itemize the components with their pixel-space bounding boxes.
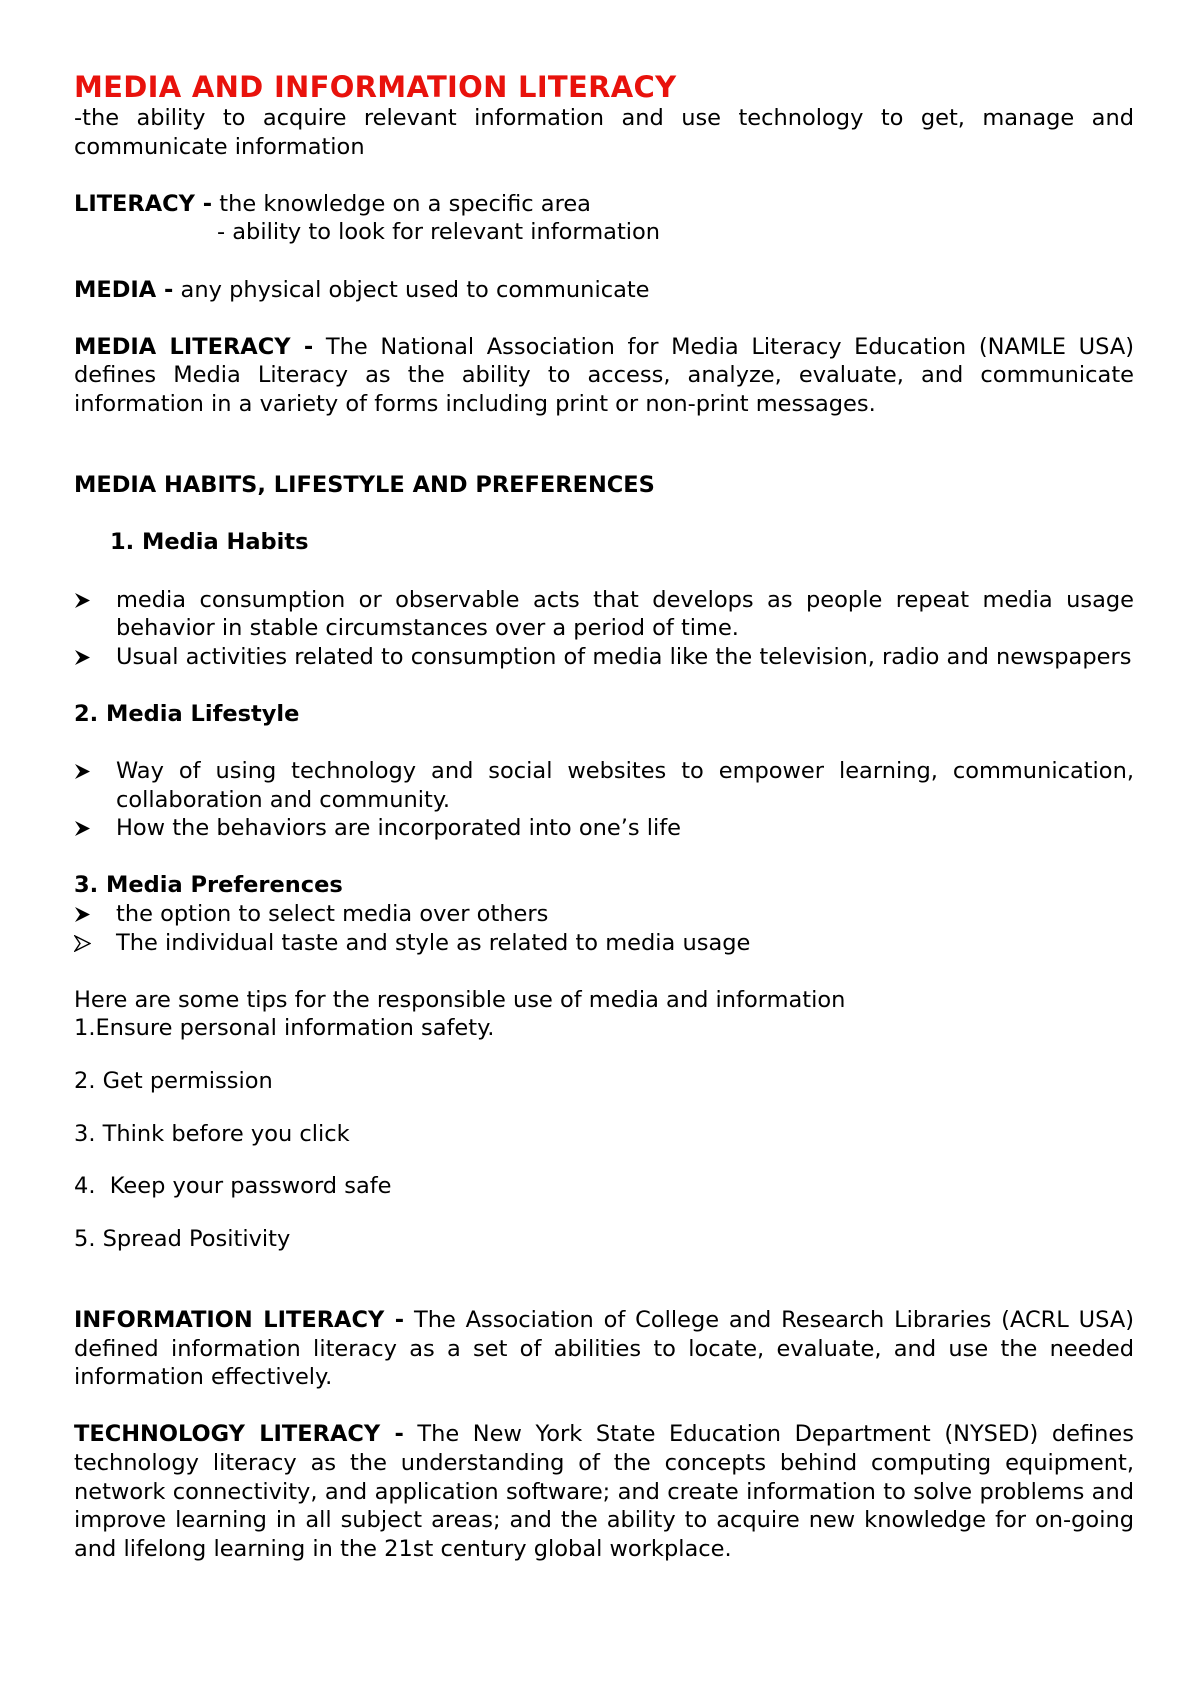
tip-item: 4. Keep your password safe bbox=[74, 1173, 392, 1200]
habits-section-heading bbox=[74, 471, 1134, 500]
information-literacy-def: The Association of College and Research Libraries (ACRL USA) defined information literacy as a set of abilities to locate, evaluate, and use the needed information effectively. bbox=[74, 1306, 1135, 1391]
media-definition bbox=[74, 276, 1134, 305]
media-lifestyle-heading bbox=[74, 700, 1134, 729]
arrowhead-bullet-icon bbox=[74, 935, 91, 952]
arrowhead-bullet-icon bbox=[74, 820, 91, 837]
tips-section bbox=[74, 986, 1134, 1254]
literacy-def-1: the knowledge on a specific area bbox=[212, 190, 591, 217]
list-item bbox=[74, 814, 1134, 843]
list-item bbox=[74, 643, 1134, 672]
intro-definition: -the ability to acquire relevant information and use technology to get, manage and communicate information bbox=[74, 105, 1134, 160]
list-item-text: How the behaviors are incorporated into one’s life bbox=[116, 815, 681, 842]
list-item-text: the option to select media over others bbox=[116, 901, 549, 928]
information-literacy-definition bbox=[74, 1306, 1134, 1392]
list-item bbox=[74, 900, 1134, 929]
media-lifestyle-list bbox=[74, 757, 1134, 843]
literacy-term: LITERACY - bbox=[74, 190, 213, 217]
media-preferences-heading-text: 3. Media Preferences bbox=[74, 872, 343, 899]
list-item-text: Usual activities related to consumption of media like the television, radio and newspapers bbox=[116, 643, 1132, 670]
media-habits-heading bbox=[74, 528, 1134, 557]
technology-literacy-term: TECHNOLOGY LITERACY - bbox=[74, 1421, 404, 1448]
media-lifestyle-heading-text: 2. Media Lifestyle bbox=[74, 700, 300, 727]
information-literacy-term: INFORMATION LITERACY - bbox=[74, 1306, 405, 1333]
list-item-text: media consumption or observable acts that develops as people repeat media usage behavior in stable circumstances over a period of time. bbox=[116, 586, 1134, 642]
tip-item: 3. Think before you click bbox=[74, 1120, 350, 1147]
list-item-text: Way of using technology and social websites to empower learning, communication, collaboration and community. bbox=[116, 758, 1134, 813]
arrowhead-bullet-icon bbox=[74, 906, 91, 923]
document-page bbox=[74, 70, 1134, 1563]
media-preferences-heading bbox=[74, 871, 1134, 900]
technology-literacy-definition bbox=[74, 1420, 1134, 1563]
tip-item: 1.Ensure personal information safety. bbox=[74, 1015, 495, 1042]
list-item bbox=[74, 929, 1134, 958]
arrowhead-bullet-icon bbox=[74, 592, 91, 609]
media-habits-heading-text: 1. Media Habits bbox=[110, 529, 309, 556]
media-literacy-def: The National Association for Media Literacy Education (NAMLE USA) defines Media Literacy as the ability to access, analyze, evaluate, and communicate information in a variety of forms including print or non-print messages. bbox=[74, 333, 1134, 417]
media-term: MEDIA - bbox=[74, 276, 174, 303]
media-preferences-list bbox=[74, 900, 1134, 957]
media-literacy-term: MEDIA LITERACY - bbox=[74, 333, 314, 360]
list-item bbox=[74, 757, 1134, 814]
page-title: MEDIA AND INFORMATION LITERACY bbox=[74, 70, 677, 104]
media-habits-list bbox=[74, 586, 1134, 672]
list-item-text: The individual taste and style as related to media usage bbox=[116, 929, 751, 956]
arrowhead-bullet-icon bbox=[74, 763, 91, 780]
habits-section-heading-text: MEDIA HABITS, LIFESTYLE AND PREFERENCES bbox=[74, 472, 655, 499]
media-literacy-definition bbox=[74, 333, 1134, 419]
literacy-definition bbox=[74, 190, 1134, 219]
tip-item: 5. Spread Positivity bbox=[74, 1225, 291, 1252]
media-def: any physical object used to communicate bbox=[173, 276, 650, 303]
technology-literacy-def: The New York State Education Department (NYSED) defines technology literacy as the understanding of the concepts behind computing equipment, network connectivity, and application software; and create information to solve problems and improve learning in all subject areas; and the ability to acquire new knowledge for on-going and lifelong learning in the 21st century global workplace. bbox=[74, 1421, 1134, 1562]
tip-item: 2. Get permission bbox=[74, 1068, 273, 1094]
literacy-def-2: - ability to look for relevant information bbox=[217, 219, 661, 246]
list-item bbox=[74, 586, 1134, 643]
arrowhead-bullet-icon bbox=[74, 649, 91, 666]
tips-intro: Here are some tips for the responsible use of media and information bbox=[74, 986, 846, 1013]
